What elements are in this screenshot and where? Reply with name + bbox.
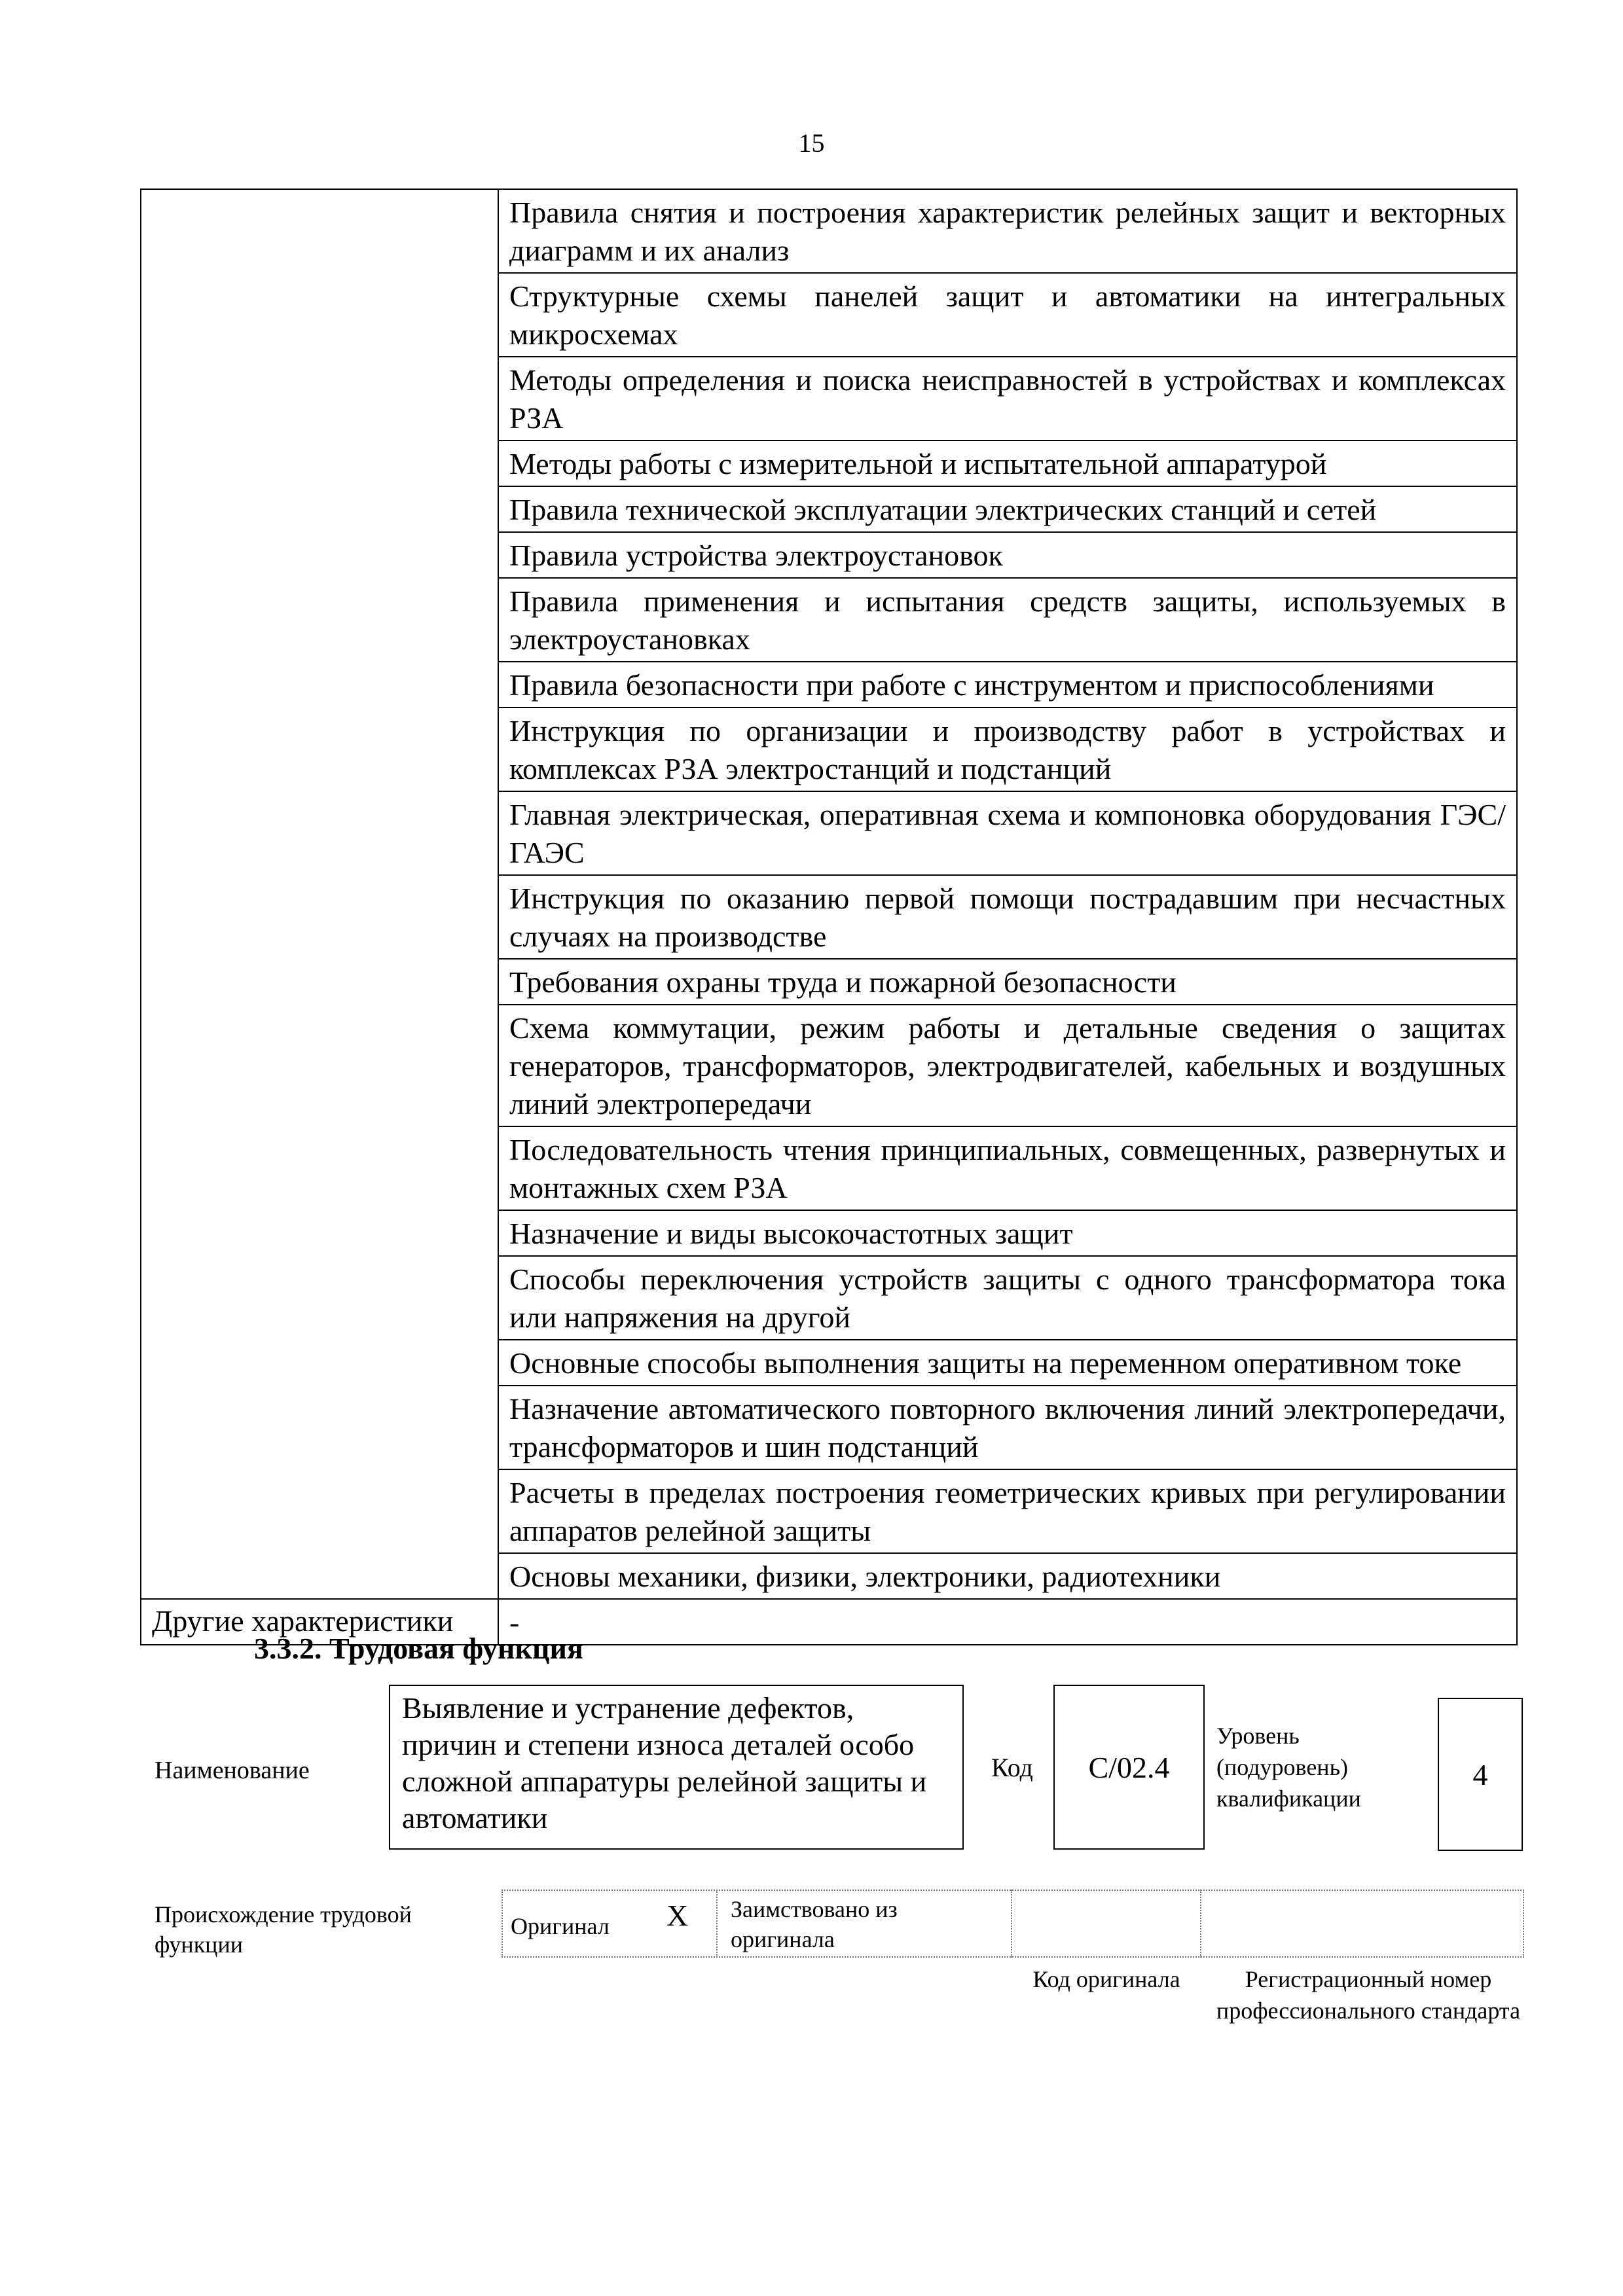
knowledge-item: Структурные схемы панелей защит и автоматики на интегральных микросхемах (498, 273, 1517, 357)
knowledge-item: Правила устройства электроустановок (498, 532, 1517, 578)
name-label: Наименование (155, 1757, 310, 1784)
origin-separator (1011, 1890, 1012, 1958)
knowledge-item: Схема коммутации, режим работы и детальные сведения о защитах генераторов, трансформаторов, электродвигателей, кабельных и воздушных линий электропередачи (498, 1005, 1517, 1126)
level-value: 4 (1472, 1757, 1488, 1791)
knowledge-item: Инструкция по организации и производству работ в устройствах и комплексах РЗА электростанций и подстанций (498, 708, 1517, 791)
level-box (1438, 1698, 1523, 1851)
knowledge-item: Правила применения и испытания средств защиты, используемых в электроустановках (498, 578, 1517, 662)
origin-borrowed: Заимствовано из оригинала (731, 1896, 898, 1952)
function-name-box (389, 1685, 964, 1850)
code-original-label: Код оригинала (1032, 1966, 1180, 1992)
other-characteristics-value: - (498, 1599, 1517, 1645)
knowledge-left-cell (141, 189, 498, 1599)
knowledge-item: Основные способы выполнения защиты на переменном оперативном токе (498, 1340, 1517, 1386)
knowledge-item: Главная электрическая, оперативная схема и компоновка оборудования ГЭС/ГАЭС (498, 791, 1517, 875)
origin-original: Оригинал (511, 1913, 610, 1939)
knowledge-item: Требования охраны труда и пожарной безопасности (498, 959, 1517, 1005)
code-label: Код (991, 1753, 1033, 1782)
knowledge-item: Основы механики, физики, электроники, радиотехники (498, 1553, 1517, 1599)
knowledge-item: Назначение и виды высокочастотных защит (498, 1210, 1517, 1256)
knowledge-item: Правила технической эксплуатации электрических станций и сетей (498, 486, 1517, 532)
origin-mark: Х (666, 1899, 689, 1932)
other-characteristics-label: Другие характеристики (141, 1599, 498, 1645)
function-name-value: Выявление и устранение дефектов, причин и степени износа деталей особо сложной аппаратуры релейной защиты и автоматики (402, 1691, 927, 1835)
code-value: С/02.4 (1088, 1750, 1170, 1784)
code-box (1053, 1685, 1205, 1850)
level-label: Уровень (подуровень) квалификации (1216, 1723, 1361, 1812)
page-number: 15 (798, 128, 825, 158)
knowledge-item: Методы определения и поиска неисправностей в устройствах и комплексах РЗА (498, 357, 1517, 440)
knowledge-item: Последовательность чтения принципиальных, совмещенных, развернутых и монтажных схем РЗА (498, 1126, 1517, 1210)
knowledge-item: Правила безопасности при работе с инструментом и приспособлениями (498, 662, 1517, 708)
origin-separator (716, 1890, 718, 1958)
knowledge-item: Назначение автоматического повторного включения линий электропередачи, трансформаторов и шин подстанций (498, 1386, 1517, 1469)
knowledge-table (140, 188, 1518, 1645)
table-row (141, 189, 1517, 273)
origin-row (501, 1890, 1524, 1958)
knowledge-item: Инструкция по оказанию первой помощи пострадавшим при несчастных случаях на производстве (498, 875, 1517, 959)
knowledge-item: Расчеты в пределах построения геометрических кривых при регулировании аппаратов релейной защиты (498, 1469, 1517, 1553)
reg-number-label: Регистрационный номер профессионального стандарта (1216, 1966, 1521, 2024)
origin-separator (1200, 1890, 1201, 1958)
origin-label: Происхождение трудовой функции (155, 1901, 412, 1958)
knowledge-item: Методы работы с измерительной и испытательной аппаратурой (498, 440, 1517, 486)
knowledge-item: Правила снятия и построения характеристик релейных защит и векторных диаграмм и их анализ (498, 189, 1517, 273)
knowledge-item: Способы переключения устройств защиты с одного трансформатора тока или напряжения на другой (498, 1256, 1517, 1340)
section-heading: 3.3.2. Трудовая функция (254, 1632, 583, 1665)
